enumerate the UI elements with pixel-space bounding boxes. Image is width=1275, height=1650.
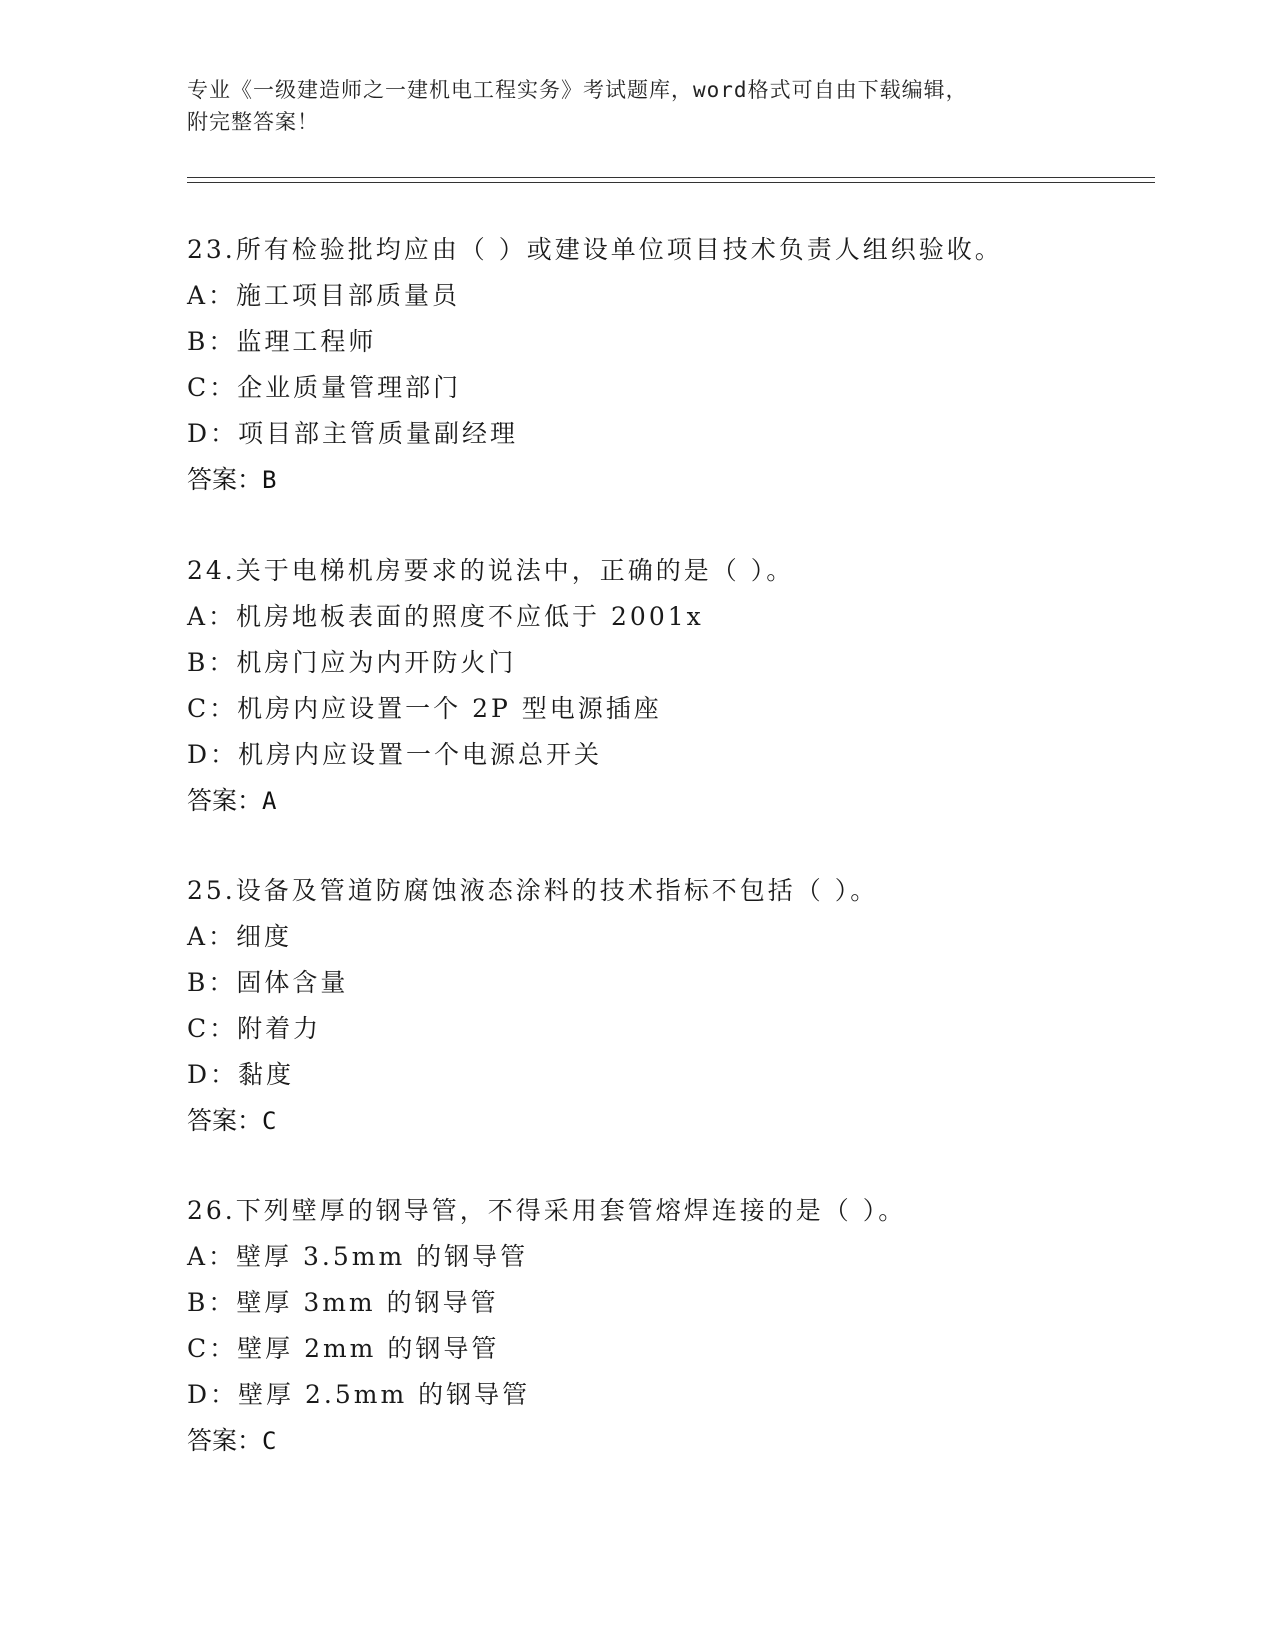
- answer-label: 答案：: [187, 1426, 263, 1455]
- option-c: C：机房内应设置一个 2P 型电源插座: [187, 694, 662, 723]
- option-d: D：项目部主管质量副经理: [187, 419, 519, 448]
- question-text: 26.下列壁厚的钢导管，不得采用套管熔焊连接的是（ ）。: [187, 1196, 907, 1225]
- document-header: [187, 74, 1087, 138]
- option-c: C：企业质量管理部门: [187, 373, 462, 402]
- option-d: D：黏度: [187, 1060, 295, 1089]
- option-b: B：固体含量: [187, 968, 349, 997]
- option-a: A：机房地板表面的照度不应低于 2001x: [187, 602, 704, 631]
- option-a: A：施工项目部质量员: [187, 281, 461, 310]
- answer-line: [187, 457, 1147, 503]
- question-25: [187, 868, 1147, 1144]
- answer-label: 答案：: [187, 465, 263, 494]
- option-c: C：壁厚 2mm 的钢导管: [187, 1334, 500, 1363]
- header-line-2: 附完整答案！: [187, 110, 319, 134]
- question-23: [187, 227, 1147, 503]
- option-c: C：附着力: [187, 1014, 322, 1043]
- answer-value: A: [262, 787, 277, 815]
- answer-label: 答案：: [187, 786, 263, 815]
- answer-value: C: [262, 1107, 277, 1135]
- header-rule-top: [187, 177, 1155, 178]
- answer-label: 答案：: [187, 1106, 263, 1135]
- header-rule-bottom: [187, 182, 1155, 183]
- option-d: D：壁厚 2.5mm 的钢导管: [187, 1380, 531, 1409]
- option-b: B：壁厚 3mm 的钢导管: [187, 1288, 499, 1317]
- option-b: B：机房门应为内开防火门: [187, 648, 517, 677]
- option-a: A：细度: [187, 922, 293, 951]
- question-text: 23.所有检验批均应由（ ）或建设单位项目技术负责人组织验收。: [187, 235, 1003, 264]
- question-text: 25.设备及管道防腐蚀液态涂料的技术指标不包括（ ）。: [187, 876, 879, 905]
- option-d: D：机房内应设置一个电源总开关: [187, 740, 603, 769]
- question-text: 24.关于电梯机房要求的说法中，正确的是（ ）。: [187, 556, 795, 585]
- option-b: B：监理工程师: [187, 327, 377, 356]
- question-26: [187, 1188, 1147, 1464]
- option-a: A：壁厚 3.5mm 的钢导管: [187, 1242, 529, 1271]
- answer-value: B: [262, 466, 277, 494]
- answer-value: C: [262, 1427, 277, 1455]
- header-line-1: 专业《一级建造师之一建机电工程实务》考试题库，word格式可自由下载编辑，: [187, 78, 968, 102]
- answer-line: [187, 1418, 1147, 1464]
- answer-line: [187, 1098, 1147, 1144]
- answer-line: [187, 778, 1147, 824]
- question-24: [187, 548, 1147, 824]
